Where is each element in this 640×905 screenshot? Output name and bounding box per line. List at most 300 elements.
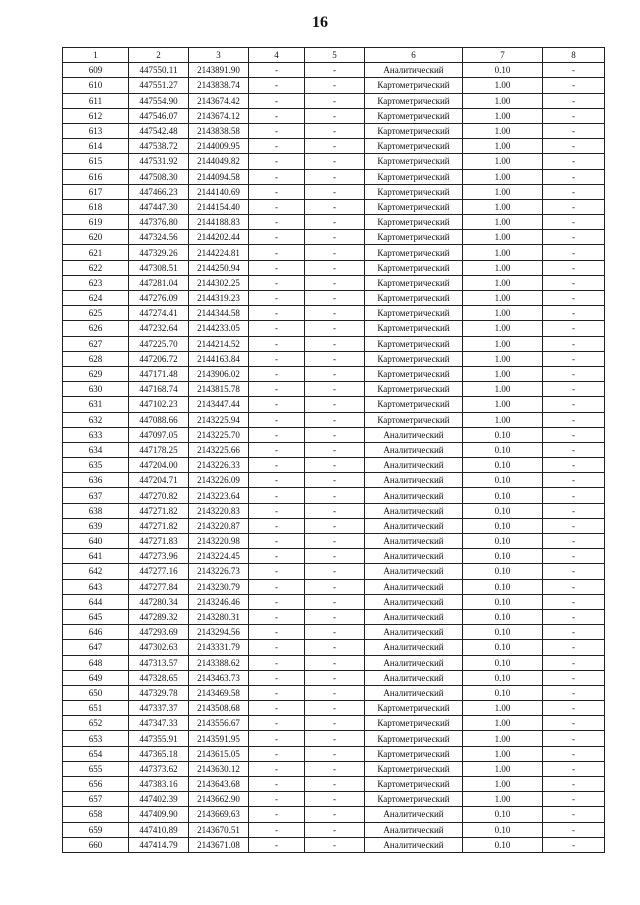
accuracy-cell: 1.00 [463,321,543,336]
table-row [63,291,605,306]
col-5-value-cell: - [305,716,365,731]
y-coordinate-cell: 2144319.23 [189,291,249,306]
point-number-cell: 627 [63,336,129,351]
method-cell: Аналитический [365,442,463,457]
col-4-value-cell: - [249,473,305,488]
x-coordinate-cell: 447206.72 [129,351,189,366]
column-header: 7 [463,48,543,63]
method-cell: Аналитический [365,473,463,488]
col-8-value-cell: - [543,366,605,381]
col-8-value-cell: - [543,306,605,321]
col-8-value-cell: - [543,609,605,624]
col-8-value-cell: - [543,807,605,822]
point-number-cell: 652 [63,716,129,731]
x-coordinate-cell: 447204.71 [129,473,189,488]
x-coordinate-cell: 447546.07 [129,108,189,123]
point-number-cell: 626 [63,321,129,336]
col-4-value-cell: - [249,837,305,852]
accuracy-cell: 0.10 [463,63,543,78]
point-number-cell: 625 [63,306,129,321]
x-coordinate-cell: 447538.72 [129,139,189,154]
col-4-value-cell: - [249,215,305,230]
col-8-value-cell: - [543,655,605,670]
table-row [63,154,605,169]
x-coordinate-cell: 447329.26 [129,245,189,260]
column-header: 3 [189,48,249,63]
col-4-value-cell: - [249,670,305,685]
method-cell: Аналитический [365,503,463,518]
accuracy-cell: 1.00 [463,746,543,761]
col-5-value-cell: - [305,685,365,700]
x-coordinate-cell: 447088.66 [129,412,189,427]
method-cell: Картометрический [365,382,463,397]
column-header: 5 [305,48,365,63]
col-4-value-cell: - [249,63,305,78]
table-row [63,215,605,230]
y-coordinate-cell: 2144250.94 [189,260,249,275]
col-5-value-cell: - [305,108,365,123]
accuracy-cell: 1.00 [463,93,543,108]
x-coordinate-cell: 447273.96 [129,549,189,564]
x-coordinate-cell: 447171.48 [129,366,189,381]
col-8-value-cell: - [543,473,605,488]
accuracy-cell: 0.10 [463,685,543,700]
col-4-value-cell: - [249,321,305,336]
method-cell: Картометрический [365,336,463,351]
point-number-cell: 632 [63,412,129,427]
table-row [63,93,605,108]
y-coordinate-cell: 2143815.78 [189,382,249,397]
method-cell: Картометрический [365,184,463,199]
accuracy-cell: 1.00 [463,78,543,93]
point-number-cell: 612 [63,108,129,123]
table-row [63,518,605,533]
point-number-cell: 631 [63,397,129,412]
col-4-value-cell: - [249,199,305,214]
col-8-value-cell: - [543,822,605,837]
col-8-value-cell: - [543,518,605,533]
point-number-cell: 646 [63,625,129,640]
col-4-value-cell: - [249,78,305,93]
method-cell: Картометрический [365,351,463,366]
table-row [63,640,605,655]
col-5-value-cell: - [305,701,365,716]
y-coordinate-cell: 2143225.66 [189,442,249,457]
method-cell: Картометрический [365,731,463,746]
y-coordinate-cell: 2143226.33 [189,458,249,473]
y-coordinate-cell: 2143670.51 [189,822,249,837]
y-coordinate-cell: 2143463.73 [189,670,249,685]
table-row [63,336,605,351]
y-coordinate-cell: 2143643.68 [189,777,249,792]
col-5-value-cell: - [305,382,365,397]
x-coordinate-cell: 447271.83 [129,534,189,549]
method-cell: Картометрический [365,761,463,776]
method-cell: Аналитический [365,63,463,78]
table-row [63,306,605,321]
x-coordinate-cell: 447232.64 [129,321,189,336]
accuracy-cell: 1.00 [463,123,543,138]
col-4-value-cell: - [249,93,305,108]
col-5-value-cell: - [305,640,365,655]
point-number-cell: 645 [63,609,129,624]
table-row [63,184,605,199]
y-coordinate-cell: 2143662.90 [189,792,249,807]
col-8-value-cell: - [543,108,605,123]
col-8-value-cell: - [543,670,605,685]
y-coordinate-cell: 2143447.44 [189,397,249,412]
col-8-value-cell: - [543,640,605,655]
y-coordinate-cell: 2143388.62 [189,655,249,670]
method-cell: Аналитический [365,488,463,503]
point-number-cell: 613 [63,123,129,138]
accuracy-cell: 1.00 [463,215,543,230]
accuracy-cell: 0.10 [463,442,543,457]
col-8-value-cell: - [543,78,605,93]
col-8-value-cell: - [543,594,605,609]
table-row [63,245,605,260]
col-5-value-cell: - [305,63,365,78]
col-5-value-cell: - [305,245,365,260]
table-row [63,260,605,275]
column-header: 1 [63,48,129,63]
col-5-value-cell: - [305,230,365,245]
method-cell: Аналитический [365,807,463,822]
col-5-value-cell: - [305,731,365,746]
y-coordinate-cell: 2143220.83 [189,503,249,518]
table-row [63,199,605,214]
method-cell: Картометрический [365,199,463,214]
col-5-value-cell: - [305,215,365,230]
col-8-value-cell: - [543,685,605,700]
col-4-value-cell: - [249,412,305,427]
point-number-cell: 622 [63,260,129,275]
col-4-value-cell: - [249,275,305,290]
col-8-value-cell: - [543,503,605,518]
col-5-value-cell: - [305,761,365,776]
table-row [63,609,605,624]
col-4-value-cell: - [249,382,305,397]
y-coordinate-cell: 2144163.84 [189,351,249,366]
accuracy-cell: 0.10 [463,670,543,685]
point-number-cell: 648 [63,655,129,670]
accuracy-cell: 1.00 [463,291,543,306]
col-5-value-cell: - [305,412,365,427]
col-4-value-cell: - [249,123,305,138]
method-cell: Картометрический [365,93,463,108]
y-coordinate-cell: 2143226.73 [189,564,249,579]
method-cell: Картометрический [365,154,463,169]
point-number-cell: 654 [63,746,129,761]
method-cell: Аналитический [365,427,463,442]
accuracy-cell: 1.00 [463,701,543,716]
x-coordinate-cell: 447280.34 [129,594,189,609]
col-8-value-cell: - [543,777,605,792]
method-cell: Картометрический [365,716,463,731]
x-coordinate-cell: 447337.37 [129,701,189,716]
accuracy-cell: 1.00 [463,230,543,245]
x-coordinate-cell: 447302.63 [129,640,189,655]
col-8-value-cell: - [543,260,605,275]
col-4-value-cell: - [249,260,305,275]
point-number-cell: 624 [63,291,129,306]
col-4-value-cell: - [249,716,305,731]
col-8-value-cell: - [543,761,605,776]
col-8-value-cell: - [543,123,605,138]
table-row [63,442,605,457]
point-number-cell: 643 [63,579,129,594]
table-row [63,366,605,381]
col-4-value-cell: - [249,366,305,381]
col-8-value-cell: - [543,169,605,184]
col-8-value-cell: - [543,701,605,716]
point-number-cell: 629 [63,366,129,381]
col-8-value-cell: - [543,351,605,366]
x-coordinate-cell: 447383.16 [129,777,189,792]
x-coordinate-cell: 447277.16 [129,564,189,579]
col-5-value-cell: - [305,184,365,199]
table-row [63,412,605,427]
accuracy-cell: 1.00 [463,139,543,154]
table-row [63,625,605,640]
x-coordinate-cell: 447168.74 [129,382,189,397]
col-4-value-cell: - [249,534,305,549]
x-coordinate-cell: 447376.80 [129,215,189,230]
point-number-cell: 635 [63,458,129,473]
method-cell: Картометрический [365,215,463,230]
x-coordinate-cell: 447324.56 [129,230,189,245]
accuracy-cell: 0.10 [463,518,543,533]
column-header: 8 [543,48,605,63]
accuracy-cell: 1.00 [463,245,543,260]
col-5-value-cell: - [305,291,365,306]
point-number-cell: 623 [63,275,129,290]
accuracy-cell: 0.10 [463,534,543,549]
accuracy-cell: 1.00 [463,275,543,290]
method-cell: Картометрический [365,169,463,184]
col-5-value-cell: - [305,655,365,670]
point-number-cell: 621 [63,245,129,260]
col-4-value-cell: - [249,685,305,700]
table-row [63,746,605,761]
y-coordinate-cell: 2144202.44 [189,230,249,245]
col-4-value-cell: - [249,397,305,412]
col-5-value-cell: - [305,549,365,564]
col-4-value-cell: - [249,518,305,533]
table-row [63,701,605,716]
accuracy-cell: 1.00 [463,260,543,275]
x-coordinate-cell: 447178.25 [129,442,189,457]
col-8-value-cell: - [543,427,605,442]
point-number-cell: 617 [63,184,129,199]
col-5-value-cell: - [305,306,365,321]
method-cell: Картометрический [365,123,463,138]
y-coordinate-cell: 2143469.58 [189,685,249,700]
point-number-cell: 653 [63,731,129,746]
table-row [63,473,605,488]
table-row [63,63,605,78]
col-4-value-cell: - [249,336,305,351]
method-cell: Аналитический [365,640,463,655]
point-number-cell: 634 [63,442,129,457]
accuracy-cell: 1.00 [463,397,543,412]
y-coordinate-cell: 2144233.05 [189,321,249,336]
y-coordinate-cell: 2144154.40 [189,199,249,214]
col-5-value-cell: - [305,625,365,640]
table-row [63,351,605,366]
table-row [63,503,605,518]
point-number-cell: 655 [63,761,129,776]
accuracy-cell: 0.10 [463,594,543,609]
table-row [63,579,605,594]
x-coordinate-cell: 447271.82 [129,503,189,518]
method-cell: Аналитический [365,458,463,473]
point-number-cell: 636 [63,473,129,488]
point-number-cell: 649 [63,670,129,685]
y-coordinate-cell: 2143280.31 [189,609,249,624]
coordinates-table [62,47,605,853]
x-coordinate-cell: 447410.89 [129,822,189,837]
x-coordinate-cell: 447102.23 [129,397,189,412]
col-5-value-cell: - [305,670,365,685]
y-coordinate-cell: 2143591.95 [189,731,249,746]
col-5-value-cell: - [305,473,365,488]
method-cell: Аналитический [365,549,463,564]
method-cell: Картометрический [365,777,463,792]
method-cell: Картометрический [365,701,463,716]
point-number-cell: 640 [63,534,129,549]
col-5-value-cell: - [305,518,365,533]
accuracy-cell: 1.00 [463,792,543,807]
col-8-value-cell: - [543,275,605,290]
point-number-cell: 650 [63,685,129,700]
col-4-value-cell: - [249,655,305,670]
x-coordinate-cell: 447281.04 [129,275,189,290]
col-8-value-cell: - [543,837,605,852]
col-8-value-cell: - [543,215,605,230]
table-row [63,777,605,792]
x-coordinate-cell: 447277.84 [129,579,189,594]
point-number-cell: 644 [63,594,129,609]
col-8-value-cell: - [543,93,605,108]
table-row [63,716,605,731]
x-coordinate-cell: 447466.23 [129,184,189,199]
col-4-value-cell: - [249,822,305,837]
col-8-value-cell: - [543,716,605,731]
accuracy-cell: 1.00 [463,716,543,731]
col-8-value-cell: - [543,564,605,579]
x-coordinate-cell: 447204.00 [129,458,189,473]
col-8-value-cell: - [543,184,605,199]
y-coordinate-cell: 2144214.52 [189,336,249,351]
point-number-cell: 658 [63,807,129,822]
point-number-cell: 609 [63,63,129,78]
col-4-value-cell: - [249,579,305,594]
y-coordinate-cell: 2144344.58 [189,306,249,321]
table-row [63,139,605,154]
col-5-value-cell: - [305,458,365,473]
column-header: 2 [129,48,189,63]
method-cell: Аналитический [365,837,463,852]
page-number: 16 [312,14,328,31]
table-row [63,275,605,290]
table-row [63,807,605,822]
x-coordinate-cell: 447550.11 [129,63,189,78]
method-cell: Картометрический [365,108,463,123]
col-8-value-cell: - [543,412,605,427]
point-number-cell: 659 [63,822,129,837]
y-coordinate-cell: 2143674.42 [189,93,249,108]
x-coordinate-cell: 447373.62 [129,761,189,776]
col-5-value-cell: - [305,93,365,108]
col-8-value-cell: - [543,458,605,473]
accuracy-cell: 1.00 [463,199,543,214]
col-5-value-cell: - [305,503,365,518]
y-coordinate-cell: 2143331.79 [189,640,249,655]
y-coordinate-cell: 2144140.69 [189,184,249,199]
point-number-cell: 639 [63,518,129,533]
y-coordinate-cell: 2143669.63 [189,807,249,822]
point-number-cell: 618 [63,199,129,214]
col-8-value-cell: - [543,625,605,640]
x-coordinate-cell: 447289.32 [129,609,189,624]
y-coordinate-cell: 2144302.25 [189,275,249,290]
col-4-value-cell: - [249,503,305,518]
col-5-value-cell: - [305,351,365,366]
accuracy-cell: 1.00 [463,761,543,776]
col-8-value-cell: - [543,534,605,549]
method-cell: Картометрический [365,412,463,427]
col-5-value-cell: - [305,336,365,351]
x-coordinate-cell: 447328.65 [129,670,189,685]
point-number-cell: 641 [63,549,129,564]
y-coordinate-cell: 2143246.46 [189,594,249,609]
y-coordinate-cell: 2144009.95 [189,139,249,154]
point-number-cell: 619 [63,215,129,230]
col-5-value-cell: - [305,397,365,412]
y-coordinate-cell: 2143674.12 [189,108,249,123]
table-row [63,321,605,336]
table-row [63,78,605,93]
col-5-value-cell: - [305,822,365,837]
table-row [63,488,605,503]
col-4-value-cell: - [249,792,305,807]
method-cell: Аналитический [365,594,463,609]
y-coordinate-cell: 2143671.08 [189,837,249,852]
table-row [63,564,605,579]
col-4-value-cell: - [249,731,305,746]
col-4-value-cell: - [249,807,305,822]
col-4-value-cell: - [249,609,305,624]
x-coordinate-cell: 447551.27 [129,78,189,93]
accuracy-cell: 1.00 [463,169,543,184]
y-coordinate-cell: 2143906.02 [189,366,249,381]
col-4-value-cell: - [249,746,305,761]
col-8-value-cell: - [543,746,605,761]
col-5-value-cell: - [305,534,365,549]
point-number-cell: 647 [63,640,129,655]
y-coordinate-cell: 2143838.58 [189,123,249,138]
y-coordinate-cell: 2143226.09 [189,473,249,488]
col-8-value-cell: - [543,63,605,78]
col-5-value-cell: - [305,199,365,214]
y-coordinate-cell: 2143615.05 [189,746,249,761]
method-cell: Аналитический [365,564,463,579]
x-coordinate-cell: 447542.48 [129,123,189,138]
col-5-value-cell: - [305,837,365,852]
x-coordinate-cell: 447274.41 [129,306,189,321]
accuracy-cell: 1.00 [463,184,543,199]
